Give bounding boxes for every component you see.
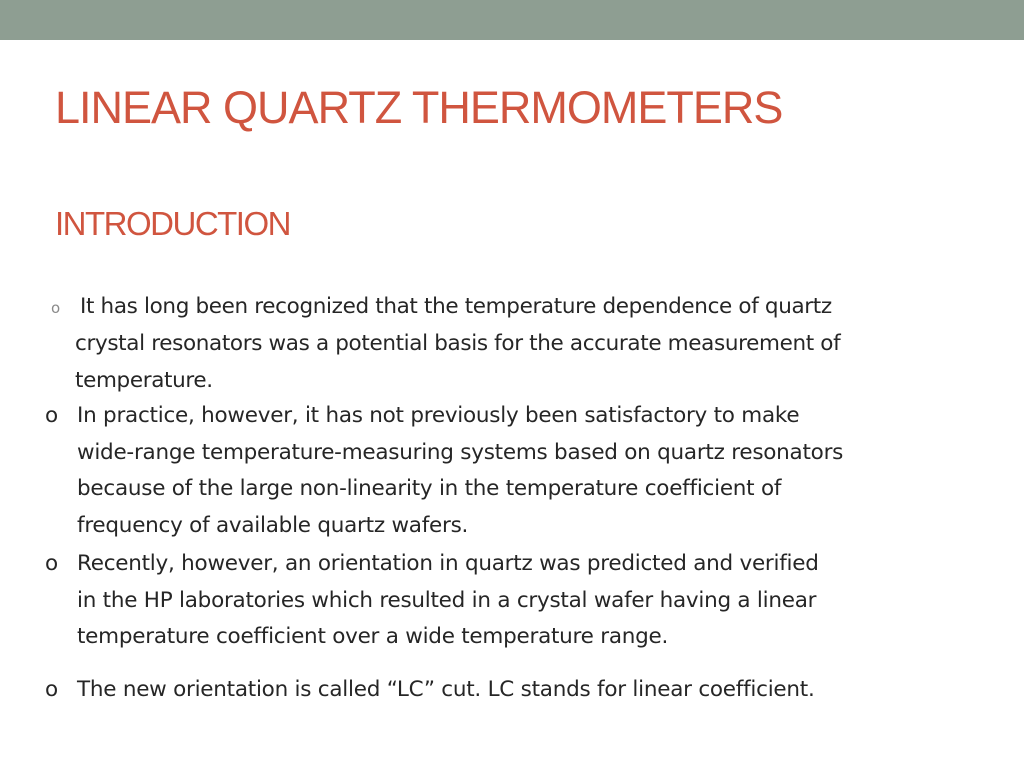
bullet-item (45, 546, 819, 656)
bullet-marker-icon: o (51, 299, 60, 317)
bullet-line: wide-range temperature-measuring systems based on quartz resonators (77, 439, 844, 465)
bullet-line: The new orientation is called “LC” cut. LC stands for linear coefficient. (77, 677, 815, 702)
bullet-line: crystal resonators was a potential basis for the accurate measurement of (75, 331, 841, 356)
bullet-line: temperature coefficient over a wide temperature range. (77, 624, 669, 649)
bullet-item (45, 398, 844, 544)
top-accent-bar (0, 0, 1024, 40)
bullet-line: It has long been recognized that the temperature dependence of quartz (80, 294, 832, 319)
slide-subtitle: INTRODUCTION (55, 205, 290, 242)
bullet-line: frequency of available quartz wafers. (77, 512, 469, 538)
bullet-marker-icon: o (45, 403, 58, 428)
bullet-line: In practice, however, it has not previously been satisfactory to make (77, 403, 800, 428)
bullet-marker-icon: o (45, 551, 58, 576)
bullet-line: Recently, however, an orientation in quartz was predicted and verified (77, 551, 819, 576)
bullet-item (51, 288, 841, 399)
bullet-item (45, 672, 815, 709)
slide-title: LINEAR QUARTZ THERMOMETERS (55, 82, 783, 133)
bullet-marker-icon: o (45, 677, 58, 702)
bullet-line: in the HP laboratories which resulted in a crystal wafer having a linear (77, 587, 817, 613)
bullet-line: temperature. (75, 368, 213, 393)
bullet-line: because of the large non-linearity in the temperature coefficient of (77, 476, 782, 501)
